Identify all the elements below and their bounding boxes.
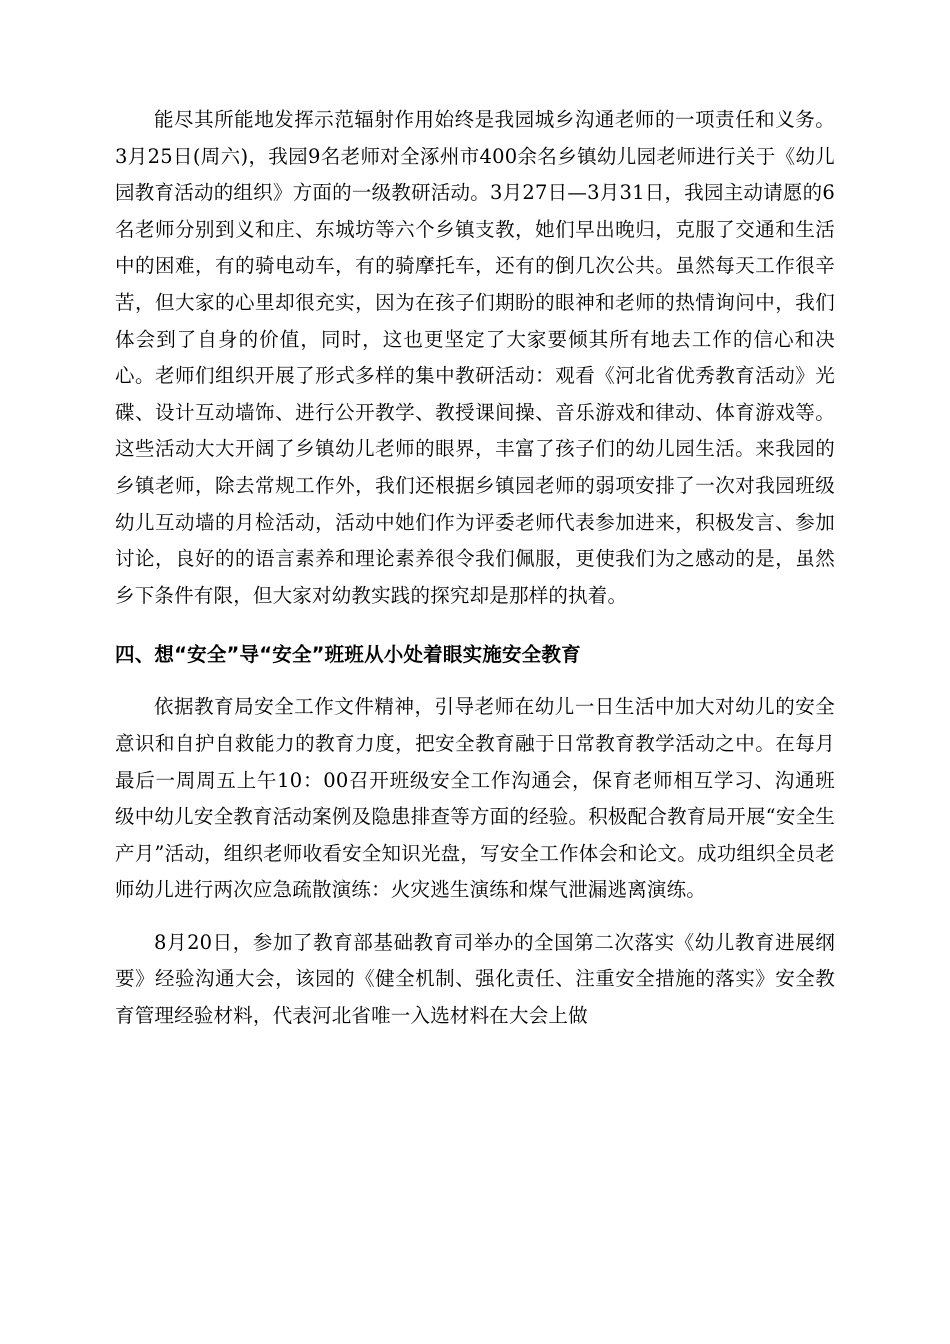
paragraph-outreach: 能尽其所能地发挥示范辐射作用始终是我园城乡沟通老师的一项责任和义务。3月25日(周六)，我园9名老师对全涿州市400余名乡镇幼儿园老师进行关于《幼儿园教育活动的组织》方面的一级教研活动。3月27日—3月31日，我园主动请愿的6名老师分别到义和庄、东城坊等六个乡镇支教，她们早出晚归，克服了交通和生活中的困难，有的骑电动车，有的骑摩托车，还有的倒几次公共。虽然每天工作很辛苦，但大家的心里却很充实，因为在孩子们期盼的眼神和老师的热情询问中，我们体会到了自身的价值，同时，这也更坚定了大家要倾其所有地去工作的信心和决心。老师们组织开展了形式多样的集中教研活动：观看《河北省优秀教育活动》光碟、设计互动墙饰、进行公开教学、教授课间操、音乐游戏和律动、体育游戏等。这些活动大大开阔了乡镇幼儿老师的眼界，丰富了孩子们的幼儿园生活。来我园的乡镇老师，除去常规工作外，我们还根据乡镇园老师的弱项安排了一次对我园班级幼儿互动墙的月检活动，活动中她们作为评委老师代表参加进来，积极发言、参加讨论，良好的的语言素养和理论素养很令我们佩服，更使我们为之感动的是，虽然乡下条件有限，但大家对幼教实践的探究却是那样的执着。 — [115, 108, 835, 607]
paragraph-safety-education: 依据教育局安全工作文件精神，引导老师在幼儿一日生活中加大对幼儿的安全意识和自护自救能力的教育力度，把安全教育融于日常教育教学活动之中。在每月最后一周周五上午10：00召开班级安全工作沟通会，保育老师相互学习、沟通班级中幼儿安全教育活动案例及隐患排查等方面的经验。积极配合教育局开展“安全生产月”活动，组织老师收看安全知识光盘，写安全工作体会和论文。成功组织全员老师幼儿进行两次应急疏散演练：火灾逃生演练和煤气泄漏逃离演练。 — [115, 695, 835, 902]
document-body — [115, 102, 835, 1035]
section-heading-safety: 四、想“安全”导“安全”班班从小处着眼实施安全教育 — [115, 643, 581, 667]
paragraph-conference: 8月20日，参加了教育部基础教育司举办的全国第二次落实《幼儿教育进展纲要》经验沟通大会，该园的《健全机制、强化责任、注重安全措施的落实》安全教育管理经验材料，代表河北省唯一入选材料在大会上做 — [115, 930, 835, 1028]
